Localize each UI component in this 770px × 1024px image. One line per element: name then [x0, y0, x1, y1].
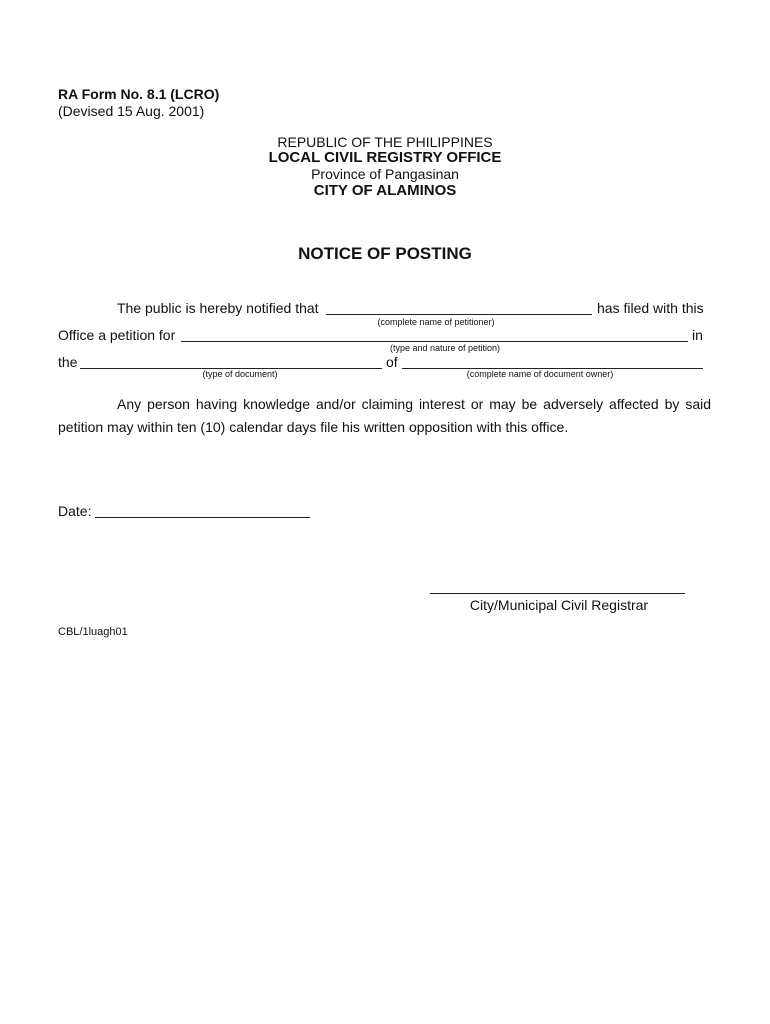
form-revision-date: (Devised 15 Aug. 2001): [58, 103, 205, 119]
notice-line2-prefix: Office a petition for: [58, 327, 176, 343]
notice-line1-prefix: The public is hereby notified that: [117, 300, 319, 316]
form-code: CBL/1luagh01: [58, 626, 128, 638]
republic-heading: REPUBLIC OF THE PHILIPPINES: [277, 134, 493, 150]
notice-line1-suffix: has filed with this: [597, 300, 704, 316]
date-field[interactable]: [95, 517, 310, 518]
notice-line3-middle: of: [386, 354, 398, 370]
notice-line2-suffix: in: [692, 327, 703, 343]
document-owner-caption: (complete name of document owner): [466, 369, 614, 379]
form-number: RA Form No. 8.1 (LCRO): [58, 86, 220, 102]
petitioner-caption: (complete name of petitioner): [377, 317, 495, 327]
notice-line3-prefix: the: [58, 354, 78, 370]
petitioner-name-field[interactable]: [326, 314, 592, 315]
opposition-paragraph: Any person having knowledge and/or claiming interest or may be adversely affected by said petition may within ten (10) calendar days file his written opposition with this office.: [58, 396, 711, 435]
document-type-caption: (type of document): [202, 369, 278, 379]
petition-type-field[interactable]: [181, 341, 688, 342]
province-heading: Province of Pangasinan: [311, 166, 459, 182]
document-title: NOTICE OF POSTING: [298, 244, 472, 263]
city-heading: CITY OF ALAMINOS: [313, 182, 457, 199]
signature-line[interactable]: [430, 593, 685, 594]
signatory-title: City/Municipal Civil Registrar: [469, 597, 649, 613]
date-label: Date:: [58, 503, 92, 519]
office-heading: LOCAL CIVIL REGISTRY OFFICE: [268, 149, 502, 166]
petition-caption: (type and nature of petition): [389, 343, 501, 353]
